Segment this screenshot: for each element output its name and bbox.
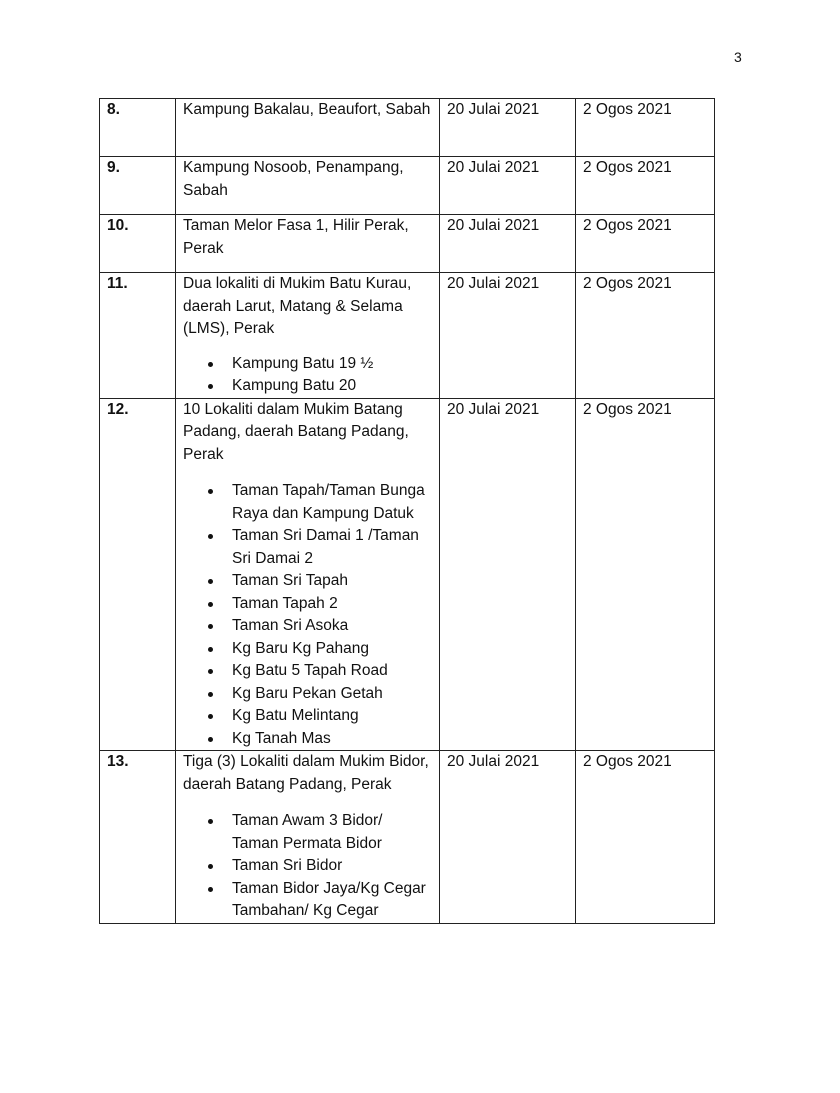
location-cell [176, 157, 440, 215]
table-body [100, 99, 715, 924]
row-number: 9. [100, 157, 176, 215]
list-item: Kg Batu Melintang [232, 705, 432, 728]
end-date-cell: 2 Ogos 2021 [576, 99, 715, 157]
list-item: Kampung Batu 19 ½ [232, 353, 432, 376]
list-item: Taman Bidor Jaya/Kg Cegar Tambahan/ Kg Cegar [232, 878, 432, 923]
location-text: Dua lokaliti di Mukim Batu Kurau, daerah Larut, Matang & Selama (LMS), Perak [183, 275, 412, 337]
location-cell [176, 398, 440, 751]
end-date-cell: 2 Ogos 2021 [576, 398, 715, 751]
start-date-cell: 20 Julai 2021 [440, 751, 576, 924]
location-cell [176, 751, 440, 924]
row-number: 11. [100, 273, 176, 399]
list-item: Kg Baru Kg Pahang [232, 638, 432, 661]
table-row [100, 273, 715, 399]
start-date-cell: 20 Julai 2021 [440, 157, 576, 215]
end-date-cell: 2 Ogos 2021 [576, 273, 715, 399]
start-date-cell: 20 Julai 2021 [440, 273, 576, 399]
row-number: 10. [100, 215, 176, 273]
list-item: Kg Tanah Mas [232, 728, 432, 751]
list-item: Taman Tapah 2 [232, 593, 432, 616]
locality-list [183, 480, 432, 750]
location-cell [176, 99, 440, 157]
locality-list [183, 810, 432, 923]
list-item: Taman Awam 3 Bidor/ Taman Permata Bidor [232, 810, 432, 855]
list-item: Taman Sri Tapah [232, 570, 432, 593]
locality-list [183, 353, 432, 398]
table-row [100, 157, 715, 215]
table-row [100, 398, 715, 751]
start-date-cell: 20 Julai 2021 [440, 99, 576, 157]
list-item: Taman Sri Bidor [232, 855, 432, 878]
list-item: Taman Sri Damai 1 /Taman Sri Damai 2 [232, 525, 432, 570]
row-number: 13. [100, 751, 176, 924]
start-date-cell: 20 Julai 2021 [440, 398, 576, 751]
list-item: Taman Sri Asoka [232, 615, 432, 638]
start-date-cell: 20 Julai 2021 [440, 215, 576, 273]
list-item: Kg Batu 5 Tapah Road [232, 660, 432, 683]
location-text: Tiga (3) Lokaliti dalam Mukim Bidor, daerah Batang Padang, Perak [183, 753, 429, 793]
location-cell [176, 215, 440, 273]
table-row [100, 215, 715, 273]
end-date-cell: 2 Ogos 2021 [576, 751, 715, 924]
end-date-cell: 2 Ogos 2021 [576, 157, 715, 215]
page-number: 3 [734, 49, 742, 65]
location-text: 10 Lokaliti dalam Mukim Batang Padang, daerah Batang Padang, Perak [183, 400, 409, 463]
row-number: 8. [100, 99, 176, 157]
table-row [100, 99, 715, 157]
location-text: Kampung Bakalau, Beaufort, Sabah [183, 101, 431, 118]
location-text: Taman Melor Fasa 1, Hilir Perak, Perak [183, 217, 409, 257]
end-date-cell: 2 Ogos 2021 [576, 215, 715, 273]
locality-table [99, 98, 715, 924]
row-number: 12. [100, 398, 176, 751]
table-row [100, 751, 715, 924]
location-cell [176, 273, 440, 399]
list-item: Taman Tapah/Taman Bunga Raya dan Kampung Datuk [232, 480, 432, 525]
list-item: Kg Baru Pekan Getah [232, 683, 432, 706]
location-text: Kampung Nosoob, Penampang, Sabah [183, 159, 404, 199]
list-item: Kampung Batu 20 [232, 375, 432, 398]
